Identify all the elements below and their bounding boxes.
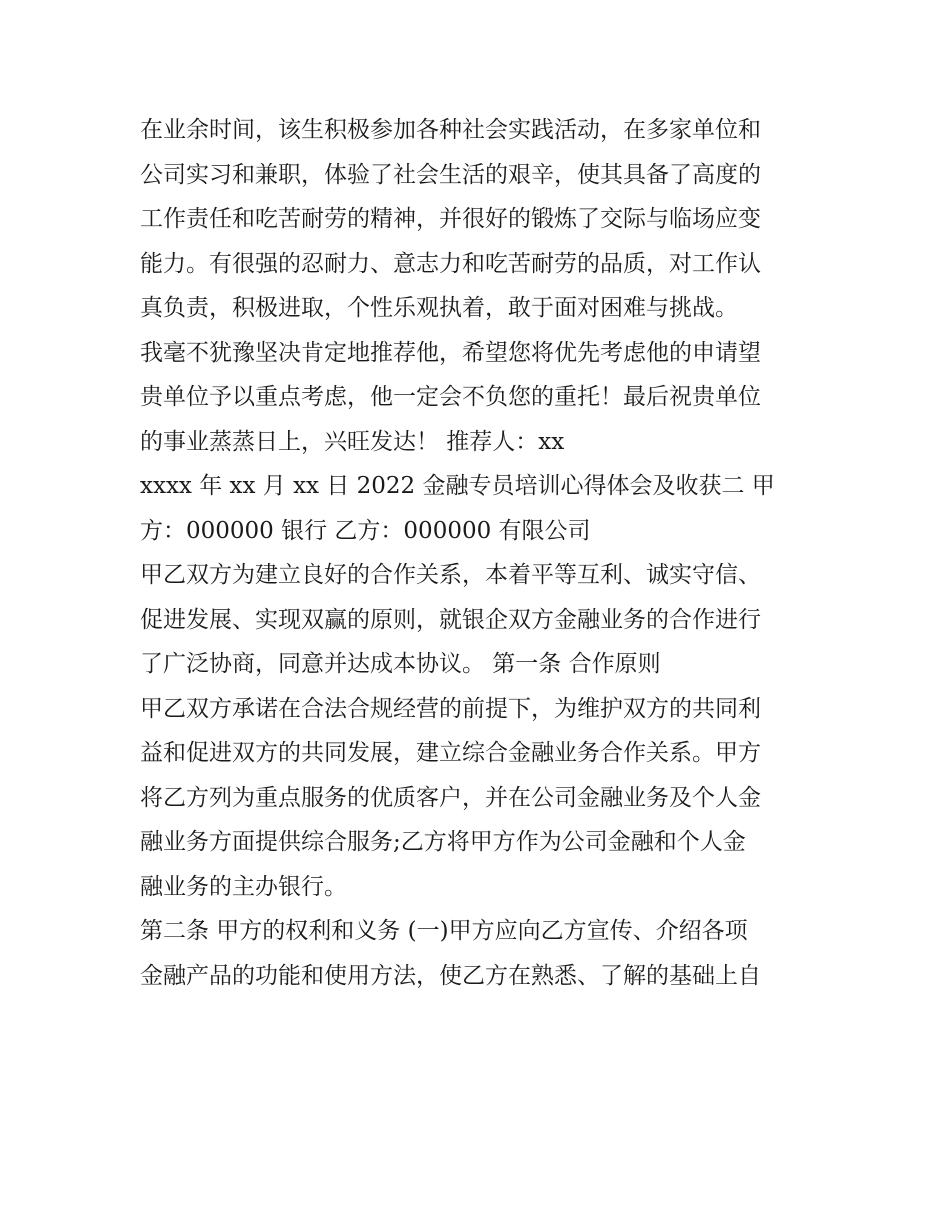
text-line: 方：000000 银行 乙方：000000 有限公司 xyxy=(140,517,591,544)
text-line: 在业余时间，该生积极参加各种社会实践活动，在多家单位和 xyxy=(140,117,761,143)
text-line: 真负责，积极进取，个性乐观执着，敢于面对困难与挑战。 xyxy=(140,295,738,321)
text-line: 的事业蒸蒸日上，兴旺发达！ 推荐人：xx xyxy=(140,428,565,455)
text-line: xxxx 年 xx 月 xx 日 2022 金融专员培训心得体会及收获二 甲 xyxy=(140,473,775,499)
text-line: 甲乙双方为建立良好的合作关系，本着平等互利、诚实守信、 xyxy=(140,562,761,588)
text-line: 融业务方面提供综合服务;乙方将甲方作为公司金融和个人金 xyxy=(140,829,746,855)
text-line: 益和促进双方的共同发展，建立综合金融业务合作关系。甲方 xyxy=(140,740,761,766)
text-line: 能力。有很强的忍耐力、意志力和吃苦耐劳的品质，对工作认 xyxy=(140,250,761,277)
text-line: 甲乙双方承诺在合法合规经营的前提下，为维护双方的共同利 xyxy=(140,695,761,722)
text-line: 将乙方列为重点服务的优质客户，并在公司金融业务及个人金 xyxy=(140,784,761,811)
text-line: 我毫不犹豫坚决肯定地推荐他，希望您将优先考虑他的申请望 xyxy=(140,339,761,366)
text-line: 金融产品的功能和使用方法，使乙方在熟悉、了解的基础上自 xyxy=(140,962,761,989)
text-line: 了广泛协商，同意并达成本协议。 第一条 合作原则 xyxy=(140,651,661,677)
text-line: 贵单位予以重点考虑，他一定会不负您的重托！最后祝贵单位 xyxy=(140,384,761,410)
text-line: 工作责任和吃苦耐劳的精神，并很好的锻炼了交际与临场应变 xyxy=(140,206,761,232)
text-line: 促进发展、实现双赢的原则，就银企双方金融业务的合作进行 xyxy=(140,606,761,633)
text-line: 公司实习和兼职，体验了社会生活的艰辛，使其具备了高度的 xyxy=(140,161,761,188)
text-line: 第二条 甲方的权利和义务 (一)甲方应向乙方宣传、介绍各项 xyxy=(140,918,748,944)
document-body xyxy=(140,108,816,998)
text-line: 融业务的主办银行。 xyxy=(140,873,347,900)
